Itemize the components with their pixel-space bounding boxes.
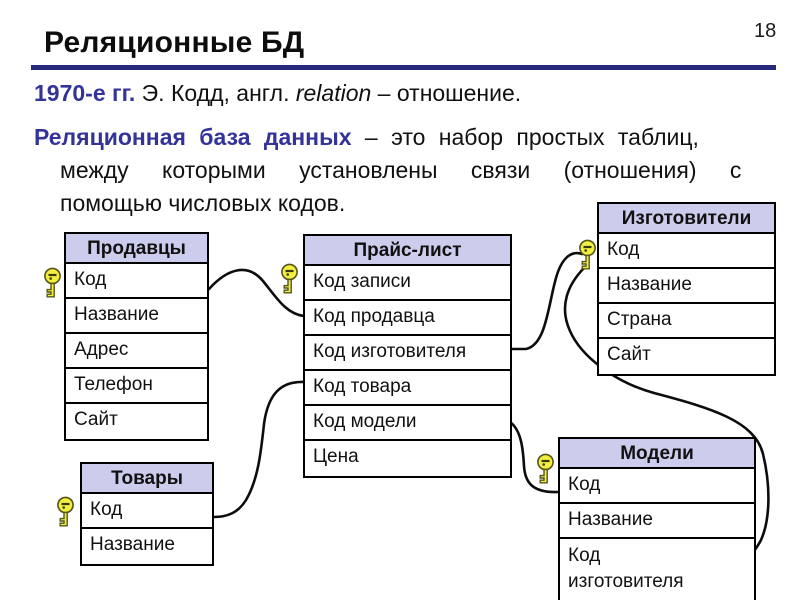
table-makers — [597, 202, 776, 376]
table-row: Сайт — [66, 404, 207, 439]
definition-line-1 — [34, 124, 699, 151]
intro-line — [34, 80, 521, 107]
table-row: Цена — [305, 441, 510, 476]
definition-rest: – это набор простых таблиц, — [351, 124, 699, 150]
table-row: Страна — [599, 304, 774, 339]
page-number: 18 — [754, 20, 777, 42]
table-row: Сайт — [599, 339, 774, 374]
table-row: Код — [66, 264, 207, 299]
table-row: Код — [560, 469, 754, 504]
table-row: Название — [560, 504, 754, 539]
table-title: Изготовители — [599, 204, 774, 234]
table-row: Код — [82, 494, 212, 529]
table-title: Модели — [560, 439, 754, 469]
link-pricelist-goods — [214, 382, 304, 517]
table-sellers — [64, 232, 209, 441]
table-title: Товары — [82, 464, 212, 494]
link-pricelist-makers — [512, 253, 582, 349]
primary-key-icon — [55, 496, 76, 529]
table-title: Прайс-лист — [305, 236, 510, 266]
table-title: Продавцы — [66, 234, 207, 264]
primary-key-icon — [577, 239, 598, 272]
table-row: Код продавца — [305, 301, 510, 336]
definition-line-2: между которыми установлены связи (отношения) с — [60, 157, 742, 183]
table-goods — [80, 462, 214, 566]
primary-key-icon — [42, 267, 63, 300]
table-row: Код изготовителя — [560, 539, 754, 600]
table-row: Код товара — [305, 371, 510, 406]
table-row: Телефон — [66, 369, 207, 404]
table-pricelist — [303, 234, 512, 478]
table-row: Название — [599, 269, 774, 304]
table-models — [558, 437, 756, 600]
table-row: Название — [82, 529, 212, 564]
intro-tail: – отношение. — [371, 80, 522, 106]
intro-term: relation — [295, 80, 372, 106]
table-row: Название — [66, 299, 207, 334]
table-row: Код записи — [305, 266, 510, 301]
table-row: Код модели — [305, 406, 510, 441]
definition-term: Реляционная база данных — [34, 124, 352, 150]
table-row: Код изготовителя — [305, 336, 510, 371]
table-row: Адрес — [66, 334, 207, 369]
table-row: Код — [599, 234, 774, 269]
intro-years: 1970-е гг. — [34, 80, 136, 106]
primary-key-icon — [279, 263, 300, 296]
primary-key-icon — [535, 453, 556, 486]
definition-line-3: помощью числовых кодов. — [60, 190, 346, 216]
page-title: Реляционные БД — [44, 26, 305, 59]
intro-mid: Э. Кодд, англ. — [135, 80, 296, 106]
title-underline — [31, 65, 776, 70]
